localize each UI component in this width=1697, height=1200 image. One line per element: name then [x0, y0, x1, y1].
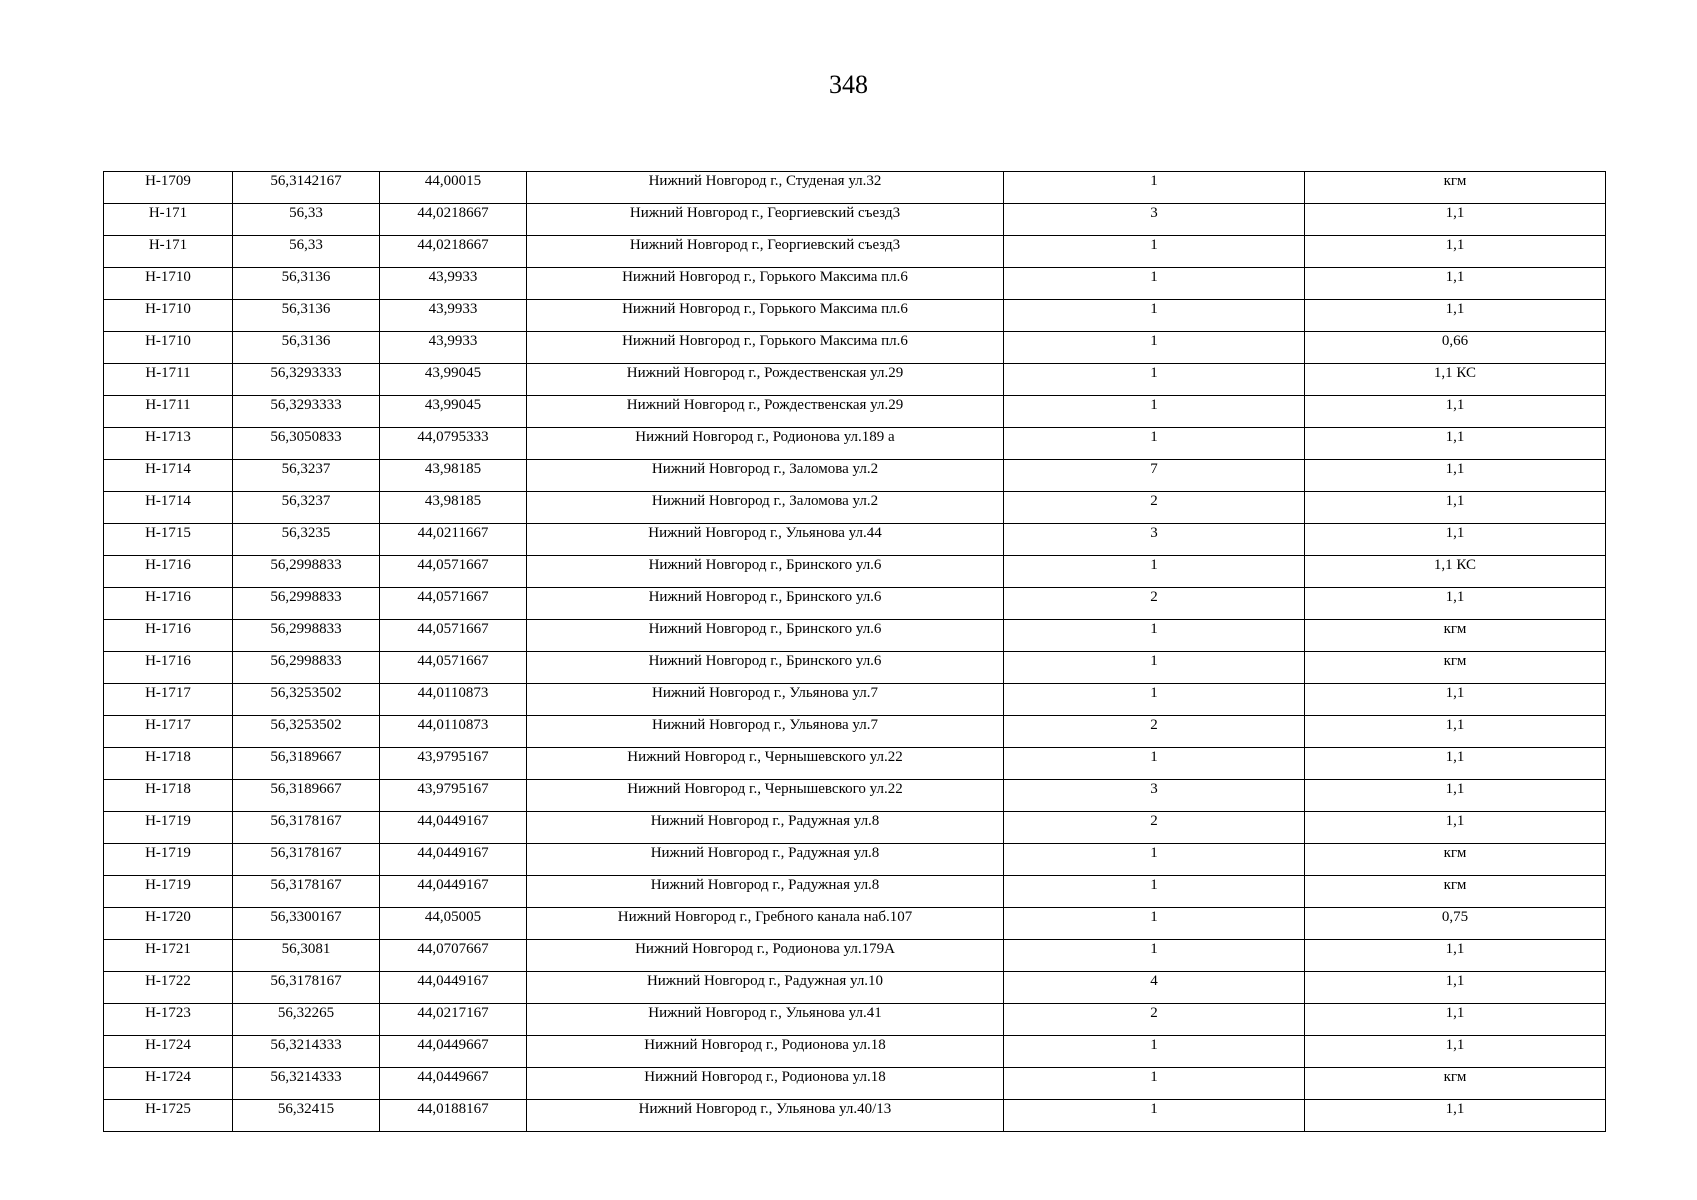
cell-volume: кгм [1305, 1068, 1606, 1100]
cell-volume: кгм [1305, 844, 1606, 876]
table-row [104, 460, 1606, 492]
table-row [104, 428, 1606, 460]
cell-address: Нижний Новгород г., Родионова ул.18 [527, 1036, 1004, 1068]
table-row [104, 204, 1606, 236]
cell-volume: 1,1 [1305, 748, 1606, 780]
cell-count: 1 [1004, 428, 1305, 460]
table-row [104, 876, 1606, 908]
cell-count: 1 [1004, 268, 1305, 300]
cell-longitude: 44,0218667 [380, 236, 527, 268]
cell-latitude: 56,3136 [233, 268, 380, 300]
cell-longitude: 44,0571667 [380, 588, 527, 620]
table-row [104, 1004, 1606, 1036]
cell-id: Н-1716 [104, 620, 233, 652]
cell-longitude: 43,9795167 [380, 780, 527, 812]
cell-id: Н-171 [104, 204, 233, 236]
table-body [104, 172, 1606, 1132]
cell-latitude: 56,3178167 [233, 972, 380, 1004]
cell-count: 2 [1004, 1004, 1305, 1036]
table-row [104, 748, 1606, 780]
cell-volume: 1,1 [1305, 940, 1606, 972]
cell-longitude: 44,0449167 [380, 812, 527, 844]
cell-volume: 1,1 [1305, 460, 1606, 492]
cell-id: Н-1718 [104, 780, 233, 812]
cell-volume: 1,1 [1305, 716, 1606, 748]
cell-longitude: 44,0449167 [380, 844, 527, 876]
cell-count: 3 [1004, 524, 1305, 556]
cell-latitude: 56,2998833 [233, 588, 380, 620]
cell-address: Нижний Новгород г., Родионова ул.189 а [527, 428, 1004, 460]
cell-volume: 1,1 [1305, 204, 1606, 236]
cell-id: Н-1719 [104, 812, 233, 844]
cell-latitude: 56,3136 [233, 300, 380, 332]
cell-latitude: 56,33 [233, 204, 380, 236]
cell-address: Нижний Новгород г., Ульянова ул.7 [527, 684, 1004, 716]
cell-latitude: 56,3237 [233, 460, 380, 492]
cell-longitude: 44,0211667 [380, 524, 527, 556]
cell-latitude: 56,33 [233, 236, 380, 268]
cell-longitude: 44,0188167 [380, 1100, 527, 1132]
cell-address: Нижний Новгород г., Радужная ул.8 [527, 812, 1004, 844]
cell-latitude: 56,3189667 [233, 748, 380, 780]
cell-longitude: 43,9933 [380, 332, 527, 364]
cell-longitude: 44,0449167 [380, 972, 527, 1004]
table-row [104, 396, 1606, 428]
cell-longitude: 44,0217167 [380, 1004, 527, 1036]
cell-volume: кгм [1305, 172, 1606, 204]
cell-count: 2 [1004, 492, 1305, 524]
cell-id: Н-1713 [104, 428, 233, 460]
cell-longitude: 44,0707667 [380, 940, 527, 972]
cell-count: 1 [1004, 876, 1305, 908]
cell-count: 1 [1004, 1068, 1305, 1100]
cell-volume: кгм [1305, 620, 1606, 652]
cell-count: 1 [1004, 748, 1305, 780]
cell-count: 1 [1004, 236, 1305, 268]
cell-volume: 1,1 КС [1305, 364, 1606, 396]
table-row [104, 524, 1606, 556]
cell-longitude: 43,98185 [380, 492, 527, 524]
cell-id: Н-1718 [104, 748, 233, 780]
cell-latitude: 56,3142167 [233, 172, 380, 204]
cell-id: Н-1720 [104, 908, 233, 940]
cell-count: 1 [1004, 556, 1305, 588]
cell-volume: 1,1 [1305, 1036, 1606, 1068]
cell-address: Нижний Новгород г., Георгиевский съезд3 [527, 204, 1004, 236]
cell-longitude: 43,9933 [380, 268, 527, 300]
cell-count: 3 [1004, 204, 1305, 236]
cell-volume: 1,1 [1305, 812, 1606, 844]
cell-volume: 1,1 [1305, 268, 1606, 300]
cell-id: Н-1714 [104, 460, 233, 492]
data-table [103, 171, 1606, 1132]
cell-id: Н-1723 [104, 1004, 233, 1036]
cell-address: Нижний Новгород г., Ульянова ул.40/13 [527, 1100, 1004, 1132]
cell-count: 1 [1004, 908, 1305, 940]
cell-latitude: 56,3178167 [233, 812, 380, 844]
cell-volume: 1,1 [1305, 1100, 1606, 1132]
cell-count: 3 [1004, 780, 1305, 812]
cell-longitude: 43,98185 [380, 460, 527, 492]
cell-count: 1 [1004, 1100, 1305, 1132]
cell-latitude: 56,2998833 [233, 652, 380, 684]
cell-count: 1 [1004, 844, 1305, 876]
cell-id: Н-1711 [104, 396, 233, 428]
cell-id: Н-1719 [104, 844, 233, 876]
cell-address: Нижний Новгород г., Горького Максима пл.6 [527, 332, 1004, 364]
table-row [104, 364, 1606, 396]
cell-latitude: 56,3293333 [233, 364, 380, 396]
table-row [104, 268, 1606, 300]
cell-latitude: 56,2998833 [233, 556, 380, 588]
cell-address: Нижний Новгород г., Радужная ул.8 [527, 876, 1004, 908]
cell-latitude: 56,3178167 [233, 844, 380, 876]
cell-latitude: 56,3081 [233, 940, 380, 972]
cell-address: Нижний Новгород г., Бринского ул.6 [527, 652, 1004, 684]
table-row [104, 812, 1606, 844]
cell-address: Нижний Новгород г., Заломова ул.2 [527, 460, 1004, 492]
cell-count: 1 [1004, 652, 1305, 684]
table-row [104, 1068, 1606, 1100]
cell-count: 4 [1004, 972, 1305, 1004]
cell-volume: кгм [1305, 876, 1606, 908]
cell-latitude: 56,3189667 [233, 780, 380, 812]
cell-latitude: 56,3235 [233, 524, 380, 556]
cell-volume: 1,1 [1305, 396, 1606, 428]
cell-id: Н-1725 [104, 1100, 233, 1132]
cell-latitude: 56,3253502 [233, 684, 380, 716]
cell-id: Н-1719 [104, 876, 233, 908]
cell-address: Нижний Новгород г., Радужная ул.10 [527, 972, 1004, 1004]
table-row [104, 716, 1606, 748]
cell-count: 1 [1004, 300, 1305, 332]
cell-id: Н-1710 [104, 268, 233, 300]
table-row [104, 300, 1606, 332]
cell-id: Н-1722 [104, 972, 233, 1004]
table-row [104, 556, 1606, 588]
cell-address: Нижний Новгород г., Заломова ул.2 [527, 492, 1004, 524]
cell-address: Нижний Новгород г., Бринского ул.6 [527, 588, 1004, 620]
cell-longitude: 44,05005 [380, 908, 527, 940]
cell-latitude: 56,3214333 [233, 1068, 380, 1100]
cell-address: Нижний Новгород г., Георгиевский съезд3 [527, 236, 1004, 268]
cell-count: 7 [1004, 460, 1305, 492]
cell-longitude: 44,0218667 [380, 204, 527, 236]
table-row [104, 684, 1606, 716]
cell-address: Нижний Новгород г., Ульянова ул.41 [527, 1004, 1004, 1036]
cell-id: Н-1717 [104, 684, 233, 716]
cell-id: Н-1714 [104, 492, 233, 524]
cell-longitude: 44,0449167 [380, 876, 527, 908]
cell-latitude: 56,3136 [233, 332, 380, 364]
cell-address: Нижний Новгород г., Ульянова ул.44 [527, 524, 1004, 556]
cell-volume: 1,1 КС [1305, 556, 1606, 588]
cell-count: 1 [1004, 1036, 1305, 1068]
cell-address: Нижний Новгород г., Ульянова ул.7 [527, 716, 1004, 748]
table-row [104, 972, 1606, 1004]
table-row [104, 588, 1606, 620]
cell-count: 2 [1004, 588, 1305, 620]
cell-volume: кгм [1305, 652, 1606, 684]
cell-id: Н-1716 [104, 556, 233, 588]
cell-longitude: 43,9933 [380, 300, 527, 332]
table-row [104, 172, 1606, 204]
cell-longitude: 44,00015 [380, 172, 527, 204]
cell-volume: 1,1 [1305, 780, 1606, 812]
cell-address: Нижний Новгород г., Чернышевского ул.22 [527, 748, 1004, 780]
cell-longitude: 43,9795167 [380, 748, 527, 780]
cell-latitude: 56,3214333 [233, 1036, 380, 1068]
cell-count: 1 [1004, 364, 1305, 396]
table-row [104, 940, 1606, 972]
cell-longitude: 44,0449667 [380, 1068, 527, 1100]
cell-address: Нижний Новгород г., Бринского ул.6 [527, 556, 1004, 588]
cell-count: 1 [1004, 940, 1305, 972]
cell-latitude: 56,32415 [233, 1100, 380, 1132]
cell-volume: 1,1 [1305, 684, 1606, 716]
cell-id: Н-1710 [104, 332, 233, 364]
cell-longitude: 44,0795333 [380, 428, 527, 460]
cell-latitude: 56,3237 [233, 492, 380, 524]
page-number: 348 [829, 70, 868, 99]
cell-volume: 1,1 [1305, 492, 1606, 524]
table-row [104, 492, 1606, 524]
cell-address: Нижний Новгород г., Родионова ул.18 [527, 1068, 1004, 1100]
table-row [104, 620, 1606, 652]
cell-volume: 1,1 [1305, 428, 1606, 460]
cell-volume: 1,1 [1305, 1004, 1606, 1036]
cell-count: 1 [1004, 396, 1305, 428]
cell-address: Нижний Новгород г., Гребного канала наб.107 [527, 908, 1004, 940]
cell-count: 1 [1004, 620, 1305, 652]
cell-longitude: 43,99045 [380, 396, 527, 428]
table-row [104, 1036, 1606, 1068]
cell-address: Нижний Новгород г., Чернышевского ул.22 [527, 780, 1004, 812]
cell-address: Нижний Новгород г., Горького Максима пл.6 [527, 300, 1004, 332]
cell-latitude: 56,3300167 [233, 908, 380, 940]
cell-volume: 1,1 [1305, 300, 1606, 332]
cell-longitude: 44,0110873 [380, 684, 527, 716]
cell-address: Нижний Новгород г., Рождественская ул.29 [527, 364, 1004, 396]
cell-id: Н-1717 [104, 716, 233, 748]
cell-volume: 0,66 [1305, 332, 1606, 364]
table-row [104, 844, 1606, 876]
cell-id: Н-1715 [104, 524, 233, 556]
cell-longitude: 44,0110873 [380, 716, 527, 748]
cell-longitude: 44,0449667 [380, 1036, 527, 1068]
cell-id: Н-1709 [104, 172, 233, 204]
cell-count: 1 [1004, 684, 1305, 716]
cell-count: 2 [1004, 716, 1305, 748]
cell-address: Нижний Новгород г., Студеная ул.32 [527, 172, 1004, 204]
cell-longitude: 44,0571667 [380, 652, 527, 684]
table-row [104, 236, 1606, 268]
cell-volume: 1,1 [1305, 588, 1606, 620]
cell-id: Н-1716 [104, 652, 233, 684]
table-row [104, 908, 1606, 940]
cell-longitude: 44,0571667 [380, 556, 527, 588]
cell-latitude: 56,2998833 [233, 620, 380, 652]
cell-id: Н-1724 [104, 1068, 233, 1100]
cell-count: 1 [1004, 332, 1305, 364]
cell-volume: 1,1 [1305, 236, 1606, 268]
table-row [104, 332, 1606, 364]
table-row [104, 780, 1606, 812]
cell-id: Н-1716 [104, 588, 233, 620]
cell-id: Н-1724 [104, 1036, 233, 1068]
cell-address: Нижний Новгород г., Горького Максима пл.6 [527, 268, 1004, 300]
table-row [104, 1100, 1606, 1132]
cell-volume: 0,75 [1305, 908, 1606, 940]
cell-latitude: 56,3050833 [233, 428, 380, 460]
cell-address: Нижний Новгород г., Родионова ул.179А [527, 940, 1004, 972]
cell-count: 1 [1004, 172, 1305, 204]
cell-longitude: 43,99045 [380, 364, 527, 396]
cell-latitude: 56,3178167 [233, 876, 380, 908]
cell-id: Н-171 [104, 236, 233, 268]
cell-longitude: 44,0571667 [380, 620, 527, 652]
cell-address: Нижний Новгород г., Радужная ул.8 [527, 844, 1004, 876]
cell-volume: 1,1 [1305, 972, 1606, 1004]
cell-latitude: 56,3293333 [233, 396, 380, 428]
cell-latitude: 56,3253502 [233, 716, 380, 748]
cell-count: 2 [1004, 812, 1305, 844]
table-row [104, 652, 1606, 684]
cell-id: Н-1710 [104, 300, 233, 332]
cell-id: Н-1721 [104, 940, 233, 972]
cell-volume: 1,1 [1305, 524, 1606, 556]
cell-address: Нижний Новгород г., Бринского ул.6 [527, 620, 1004, 652]
cell-address: Нижний Новгород г., Рождественская ул.29 [527, 396, 1004, 428]
cell-id: Н-1711 [104, 364, 233, 396]
cell-latitude: 56,32265 [233, 1004, 380, 1036]
